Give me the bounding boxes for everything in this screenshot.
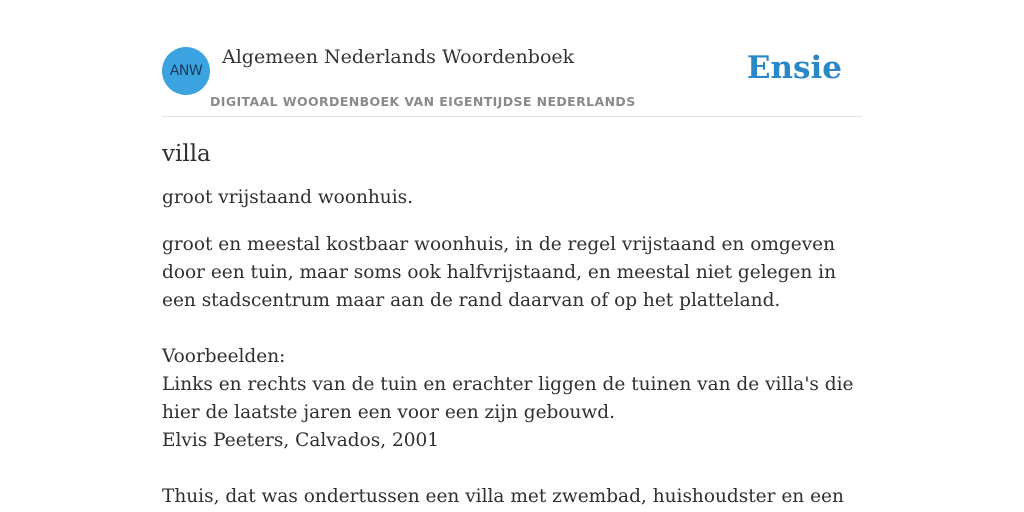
long-definition: groot en meestal kostbaar woonhuis, in de regel vrijstaand en omgeven door een tuin, maar soms ook halfvrijstaand, en meestal niet gelegen in een stadscentrum maar aan de rand daarvan of op het platteland. [162, 234, 836, 311]
spacer [162, 315, 862, 343]
example-source: Elvis Peeters, Calvados, 2001 [162, 430, 440, 451]
entry-content [162, 136, 862, 511]
examples-label: Voorbeelden: [162, 346, 286, 367]
example-text: Thuis, dat was ondertussen een villa met zwembad, huishoudster en een [162, 486, 844, 507]
site-subtitle: DIGITAAL WOORDENBOEK VAN EIGENTIJDSE NEDERLANDS [210, 94, 636, 109]
ensie-brand-link[interactable]: Ensie [746, 50, 842, 86]
anw-logo[interactable] [162, 47, 210, 95]
site-header [162, 40, 862, 117]
short-definition: groot vrijstaand woonhuis. [162, 187, 413, 208]
example-text: Links en rechts van de tuin en erachter liggen de tuinen van de villa's die hier de laatste jaren een voor een zijn gebouwd. [162, 374, 854, 423]
site-title[interactable]: Algemeen Nederlands Woordenboek [222, 46, 575, 68]
spacer [162, 455, 862, 483]
entry-headword: villa [162, 141, 211, 167]
anw-logo-text: ANW [169, 63, 203, 79]
